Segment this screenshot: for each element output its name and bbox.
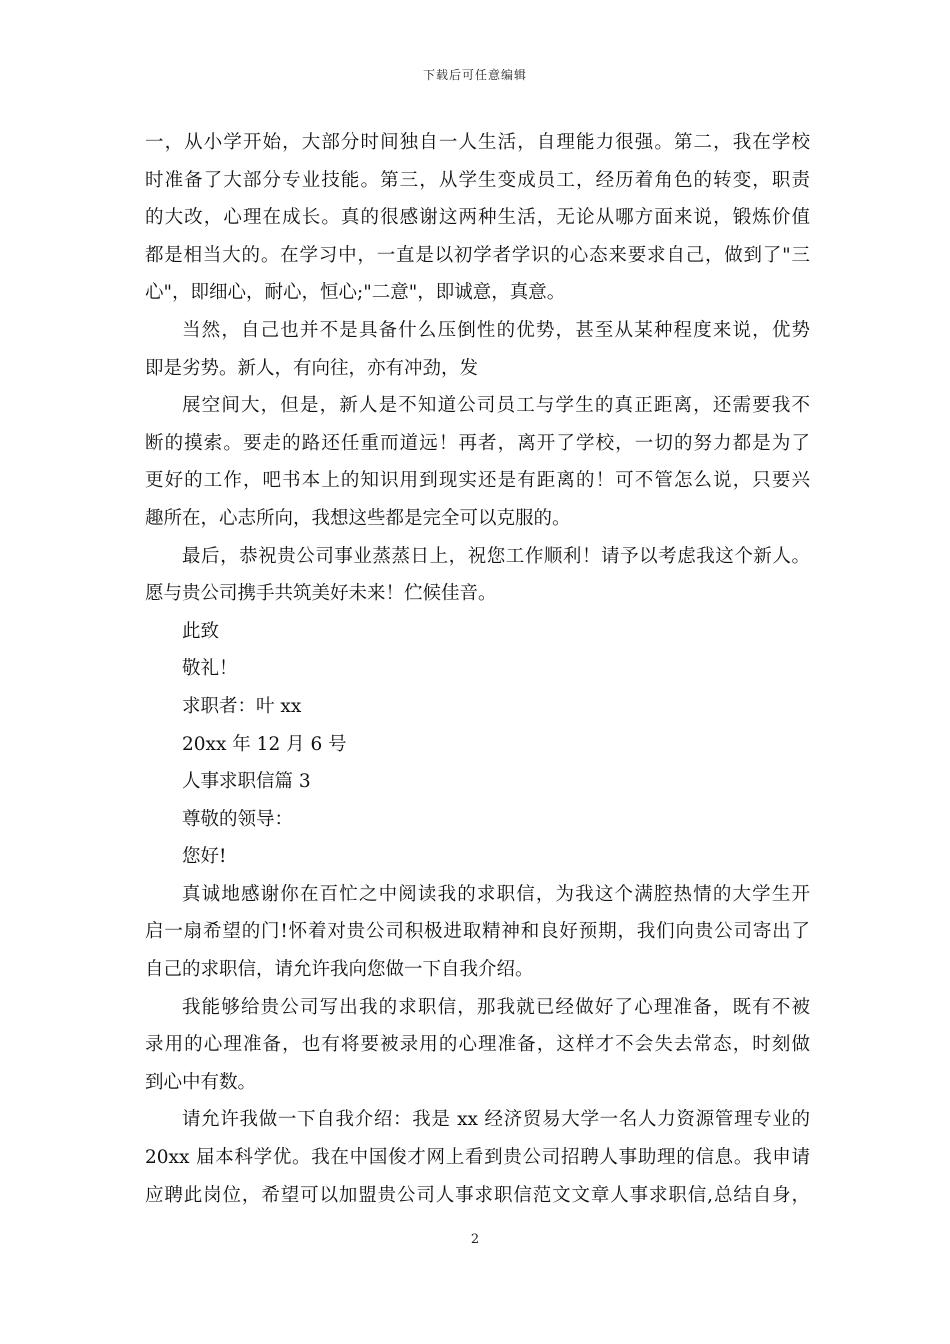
text-line: 心"，即细心，耐心，恒心;"二意"，即诚意，真意。 <box>145 282 566 304</box>
text-line: 录用的心理准备，也有将要被录用的心理准备，这样才不会失去常态，时刻做 <box>145 1034 810 1056</box>
text-line: 愿与贵公司携手共筑美好未来！伫候佳音。 <box>145 583 497 605</box>
text-line: 20xx 届本科学优。我在中国俊才网上看到贵公司招聘人事助理的信息。我申请 <box>145 1147 810 1169</box>
text-line: 请允许我做一下自我介绍：我是 xx 经济贸易大学一名人力资源管理专业的 <box>182 1109 810 1131</box>
text-line: 自己的求职信，请允许我向您做一下自我介绍。 <box>145 959 534 981</box>
closing-regards: 敬礼！ <box>182 658 238 680</box>
text-line: 更好的工作，吧书本上的知识用到现实还是有距离的！可不管怎么说，只要兴 <box>145 470 810 492</box>
text-line: 时准备了大部分专业技能。第三，从学生变成员工，经历着角色的转变，职责 <box>145 169 810 191</box>
greeting: 您好! <box>182 846 227 868</box>
text-line: 最后，恭祝贵公司事业蒸蒸日上，祝您工作顺利！请予以考虑我这个新人。 <box>182 545 810 567</box>
text-line: 应聘此岗位，希望可以加盟贵公司人事求职信范文文章人事求职信,总结自身， <box>145 1184 810 1206</box>
text-line: 的大改，心理在成长。真的很感谢这两种生活，无论从哪方面来说，锻炼价值 <box>145 207 810 229</box>
text-line: 都是相当大的。在学习中，一直是以初学者学识的心态来要求自己，做到了"三 <box>145 244 810 266</box>
text-line: 断的摸索。要走的路还任重而道远！再者，离开了学校，一切的努力都是为了 <box>145 432 810 454</box>
text-line: 展空间大，但是，新人是不知道公司员工与学生的真正距离，还需要我不 <box>182 395 810 417</box>
closing-salutation: 此致 <box>182 620 220 642</box>
section-title: 人事求职信篇 3 <box>182 771 311 793</box>
signature-date: 20xx 年 12 月 6 号 <box>182 733 347 755</box>
text-line: 趣所在，心志所向，我想这些都是完全可以克服的。 <box>145 507 571 529</box>
greeting-addressee: 尊敬的领导： <box>182 808 294 830</box>
signature-name: 求职者：叶 xx <box>182 695 302 717</box>
text-line: 一，从小学开始，大部分时间独自一人生活，自理能力很强。第二，我在学校 <box>145 132 810 153</box>
text-line: 启一扇希望的门!怀着对贵公司积极进取精神和良好预期，我们向贵公司寄出了 <box>145 921 810 943</box>
document-body <box>145 124 810 1214</box>
header-note: 下载后可任意编辑 <box>422 68 527 82</box>
text-line: 真诚地感谢你在百忙之中阅读我的求职信，为我这个满腔热情的大学生开 <box>182 883 810 905</box>
text-line: 到心中有数。 <box>145 1071 257 1093</box>
text-line: 即是劣势。新人，有向往，亦有冲劲，发 <box>145 357 479 379</box>
page-number: 2 <box>470 1232 480 1247</box>
text-line: 我能够给贵公司写出我的求职信，那我就已经做好了心理准备，既有不被 <box>182 996 810 1018</box>
text-line: 当然，自己也并不是具备什么压倒性的优势，甚至从某种程度来说，优势 <box>182 319 810 341</box>
